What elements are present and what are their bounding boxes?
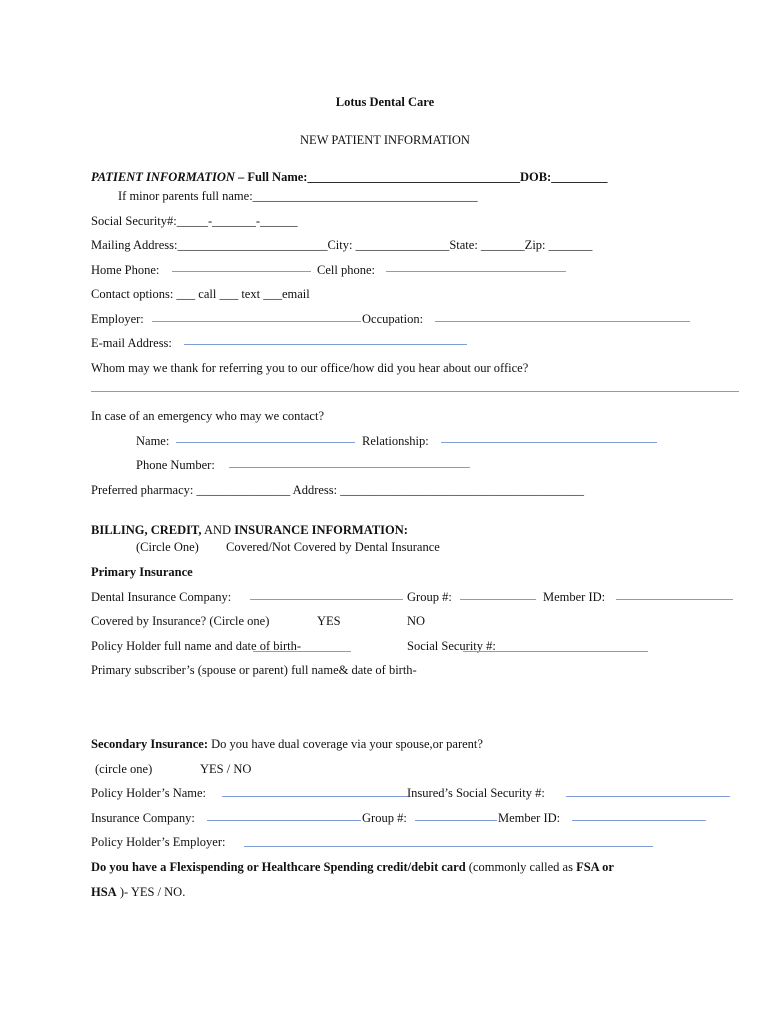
form-title: NEW PATIENT INFORMATION	[300, 133, 470, 147]
primary-ssn-input[interactable]	[463, 651, 648, 652]
covered-question: Covered by Insurance? (Circle one)	[91, 614, 270, 628]
secondary-employer-label: Policy Holder’s Employer:	[91, 835, 226, 849]
primary-group-input[interactable]	[460, 599, 536, 600]
secondary-member-label: Member ID:	[498, 811, 561, 825]
covered-yes[interactable]: YES	[317, 614, 341, 628]
secondary-circle-one: (circle one)	[95, 762, 153, 776]
emergency-name-label: Name:	[136, 434, 170, 448]
fsa-question-plain: (commonly called as	[465, 860, 577, 874]
mailing-address-field[interactable]: Mailing Address:________________________City: _______________State: _______Zip: _______	[91, 238, 593, 252]
billing-heading	[91, 522, 408, 538]
patient-section-label: PATIENT INFORMATION	[91, 170, 235, 184]
full-name-row	[91, 169, 607, 185]
relationship-input[interactable]	[441, 442, 657, 443]
ssn-field[interactable]: Social Security#:_____-_______-______	[91, 214, 298, 228]
email-input[interactable]	[184, 344, 467, 345]
occupation-input[interactable]	[435, 321, 690, 322]
secondary-holder-input[interactable]	[222, 796, 408, 797]
referral-input[interactable]	[91, 391, 739, 392]
secondary-holder-label: Policy Holder’s Name:	[91, 786, 207, 800]
emergency-phone-label: Phone Number:	[136, 458, 215, 472]
secondary-heading: Secondary Insurance:	[91, 737, 209, 751]
secondary-group-label: Group #:	[362, 811, 407, 825]
secondary-group-input[interactable]	[415, 820, 497, 821]
hsa-label: HSA	[91, 885, 117, 899]
fsa-answer-row	[91, 884, 185, 900]
secondary-member-input[interactable]	[572, 820, 706, 821]
billing-heading-part2: INSURANCE INFORMATION:	[234, 523, 408, 537]
relationship-label: Relationship:	[362, 434, 429, 448]
secondary-company-input[interactable]	[207, 820, 361, 821]
primary-member-label: Member ID:	[543, 590, 606, 604]
dental-company-label: Dental Insurance Company:	[91, 590, 232, 604]
pharmacy-field[interactable]: Preferred pharmacy: _______________ Address: _______________________________________	[91, 483, 584, 497]
billing-heading-and: AND	[201, 523, 235, 537]
primary-member-input[interactable]	[616, 599, 733, 600]
covered-options[interactable]: Covered/Not Covered by Dental Insurance	[226, 540, 440, 554]
fsa-label: FSA or	[576, 860, 614, 874]
emergency-heading: In case of an emergency who may we contact?	[91, 409, 324, 423]
secondary-heading-row	[91, 736, 483, 752]
home-phone-label: Home Phone:	[91, 263, 160, 277]
fsa-yes-no[interactable]: )- YES / NO.	[116, 885, 186, 899]
insured-ssn-label: Insured’s Social Security #:	[407, 786, 545, 800]
cell-phone-input[interactable]	[386, 271, 566, 272]
minor-parents-field[interactable]: If minor parents full name:____________________________________	[118, 189, 478, 203]
primary-ssn-label: Social Security #:	[407, 639, 496, 653]
holder-name-dob-input[interactable]	[253, 651, 351, 652]
holder-name-dob-label: Policy Holder full name and date of birth-	[91, 639, 302, 653]
employer-label: Employer:	[91, 312, 144, 326]
cell-phone-label: Cell phone:	[317, 263, 375, 277]
full-name-dob-field[interactable]: – Full Name:__________________________________DOB:_________	[234, 170, 608, 184]
secondary-question: Do you have dual coverage via your spouse,or parent?	[208, 737, 483, 751]
primary-heading: Primary Insurance	[91, 565, 193, 579]
secondary-yes-no[interactable]: YES / NO	[200, 762, 252, 776]
referral-question: Whom may we thank for referring you to our office/how did you hear about our office?	[91, 361, 529, 375]
emergency-name-input[interactable]	[176, 442, 355, 443]
secondary-company-label: Insurance Company:	[91, 811, 195, 825]
primary-subscriber-label: Primary subscriber’s (spouse or parent) full name& date of birth-	[91, 663, 417, 677]
primary-group-label: Group #:	[407, 590, 452, 604]
employer-input[interactable]	[152, 321, 361, 322]
home-phone-input[interactable]	[172, 271, 311, 272]
fsa-question-bold: Do you have a Flexispending or Healthcare Spending credit/debit card	[91, 860, 466, 874]
dental-company-input[interactable]	[250, 599, 403, 600]
email-label: E-mail Address:	[91, 336, 172, 350]
billing-circle-one: (Circle One)	[136, 540, 199, 554]
secondary-employer-input[interactable]	[244, 846, 653, 847]
practice-name: Lotus Dental Care	[335, 95, 435, 109]
covered-no[interactable]: NO	[407, 614, 426, 628]
emergency-phone-input[interactable]	[229, 467, 470, 468]
billing-heading-part1: BILLING, CREDIT,	[91, 523, 202, 537]
contact-options-field[interactable]: Contact options: ___ call ___ text ___email	[91, 287, 310, 301]
insured-ssn-input[interactable]	[566, 796, 730, 797]
occupation-label: Occupation:	[362, 312, 424, 326]
fsa-question	[91, 859, 614, 875]
